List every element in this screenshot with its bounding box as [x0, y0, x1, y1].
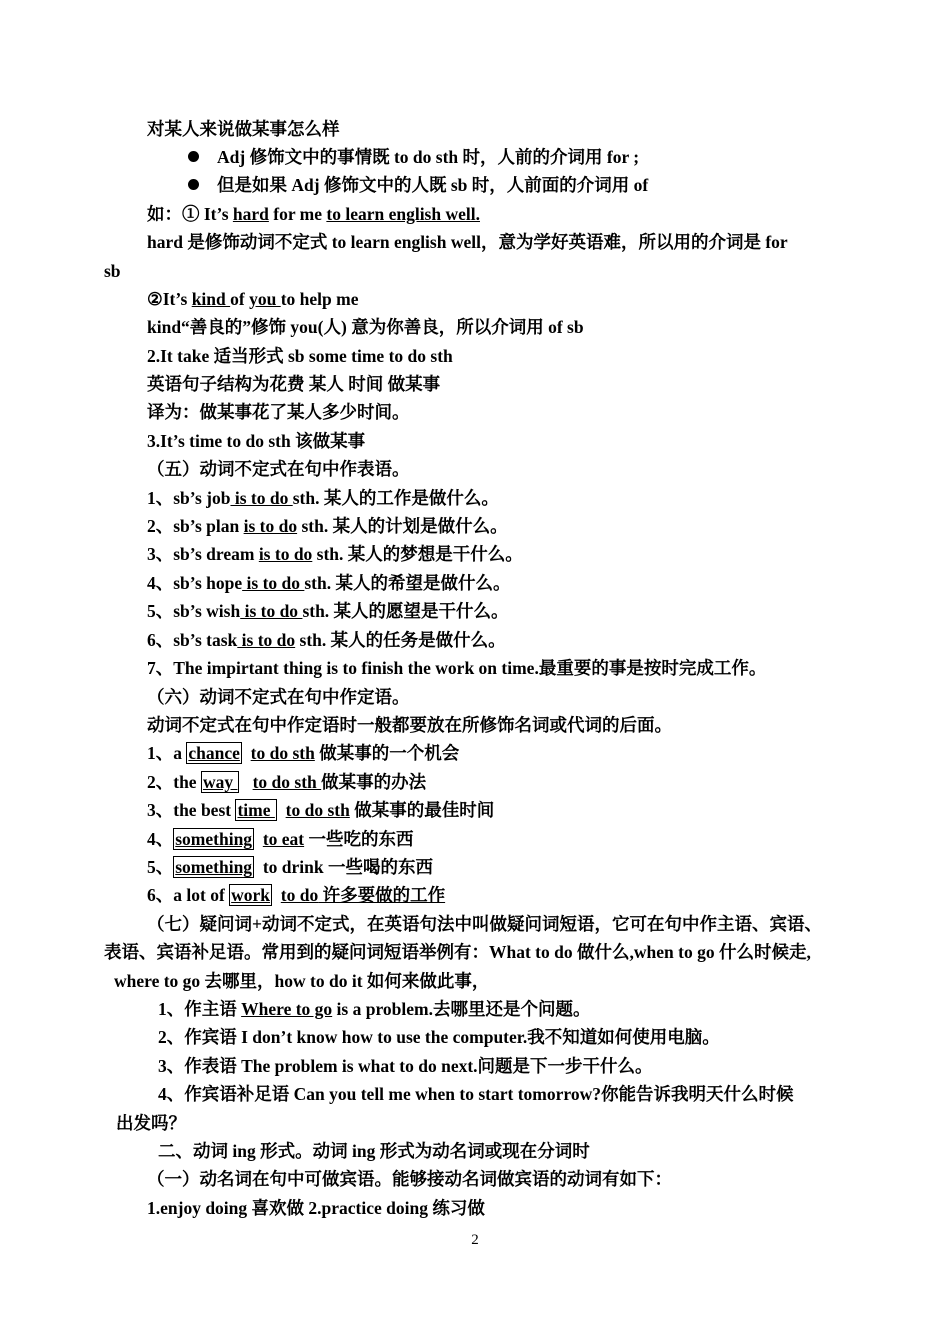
text-line: 对某人来说做某事怎么样 [147, 119, 340, 139]
boxed-word: something [175, 857, 253, 877]
list-item: 7、The impirtant thing is to finish the work on time.最重要的事是按时完成工作。 [147, 658, 767, 678]
list-item: 5、sb’s wish is to do sth. 某人的愿望是干什么。 [147, 601, 509, 621]
boxed-word: work [231, 885, 271, 905]
page-number: 2 [471, 1232, 479, 1248]
text-line: 1.enjoy doing 喜欢做 2.practice doing 练习做 [147, 1198, 485, 1218]
text-line: 3.It’s time to do sth 该做某事 [147, 431, 366, 451]
bullet-item: Adj 修饰文中的事情既 to do sth 时，人前的介词用 for ; [188, 145, 639, 169]
example-line: ②It’s kind of you to help me [147, 289, 359, 309]
boxed-word: something [175, 829, 253, 849]
list-item: 3、作表语 The problem is what to do next.问题是下一步干什么。 [158, 1056, 653, 1076]
bullet-icon [188, 151, 199, 162]
text-line: 表语、宾语补足语。常用到的疑问词短语举例有：What to do 做什么,when to go 什么时候走, [104, 942, 811, 962]
list-item: 4、 something to eat 一些吃的东西 [147, 829, 414, 849]
text-line: 2.It take 适当形式 sb some time to do sth [147, 346, 453, 366]
section-heading: （五）动词不定式在句中作表语。 [147, 459, 410, 479]
section-heading: （一）动名词在句中可做宾语。能够接动名词做宾语的动词有如下： [147, 1169, 672, 1189]
section-heading: （七）疑问词+动词不定式，在英语句法中叫做疑问词短语，它可在句中作主语、宾语、 [147, 914, 822, 934]
boxed-word: chance [188, 743, 240, 763]
list-item: 2、the way to do sth 做某事的办法 [147, 772, 427, 792]
list-item: 2、sb’s plan is to do sth. 某人的计划是做什么。 [147, 516, 508, 536]
text-line: where to go 去哪里，how to do it 如何来做此事， [114, 971, 490, 991]
text-line: 出发吗？ [116, 1113, 186, 1133]
list-item: 5、 something to drink 一些喝的东西 [147, 857, 433, 877]
boxed-word: way [202, 772, 238, 792]
list-item: 6、a lot of work to do 许多要做的工作 [147, 885, 446, 905]
list-item: 4、sb’s hope is to do sth. 某人的希望是做什么。 [147, 573, 511, 593]
text-line: hard 是修饰动词不定式 to learn english well，意为学好英语难，所以用的介词是 for [147, 232, 788, 252]
list-item: 1、a chance to do sth 做某事的一个机会 [147, 743, 460, 763]
text-line: kind“善良的”修饰 you(人) 意为你善良，所以介词用 of sb [147, 317, 584, 337]
section-heading: （六）动词不定式在句中作定语。 [147, 687, 410, 707]
boxed-word: time [237, 800, 275, 820]
list-item: 3、sb’s dream is to do sth. 某人的梦想是干什么。 [147, 544, 523, 564]
list-item: 3、the best time to do sth 做某事的最佳时间 [147, 800, 495, 820]
text-line: 动词不定式在句中作定语时一般都要放在所修饰名词或代词的后面。 [147, 715, 672, 735]
bullet-icon [188, 179, 199, 190]
text-line: sb [104, 261, 121, 281]
text-line: 译为：做某事花了某人多少时间。 [147, 402, 410, 422]
list-item: 4、作宾语补足语 Can you tell me when to start tomorrow?你能告诉我明天什么时候 [158, 1084, 794, 1104]
list-item: 6、sb’s task is to do sth. 某人的任务是做什么。 [147, 630, 506, 650]
list-item: 1、作主语 Where to go is a problem.去哪里还是个问题。 [158, 999, 591, 1019]
example-line: 如：① It’s hard for me to learn english well. [147, 204, 480, 224]
list-item: 1、sb’s job is to do sth. 某人的工作是做什么。 [147, 488, 499, 508]
text-line: 英语句子结构为花费 某人 时间 做某事 [147, 374, 441, 394]
list-item: 2、作宾语 I don’t know how to use the computer.我不知道如何使用电脑。 [158, 1027, 720, 1047]
section-heading: 二、动词 ing 形式。动词 ing 形式为动名词或现在分词时 [158, 1141, 590, 1161]
bullet-item: 但是如果 Adj 修饰文中的人既 sb 时，人前面的介词用 of [188, 173, 648, 197]
